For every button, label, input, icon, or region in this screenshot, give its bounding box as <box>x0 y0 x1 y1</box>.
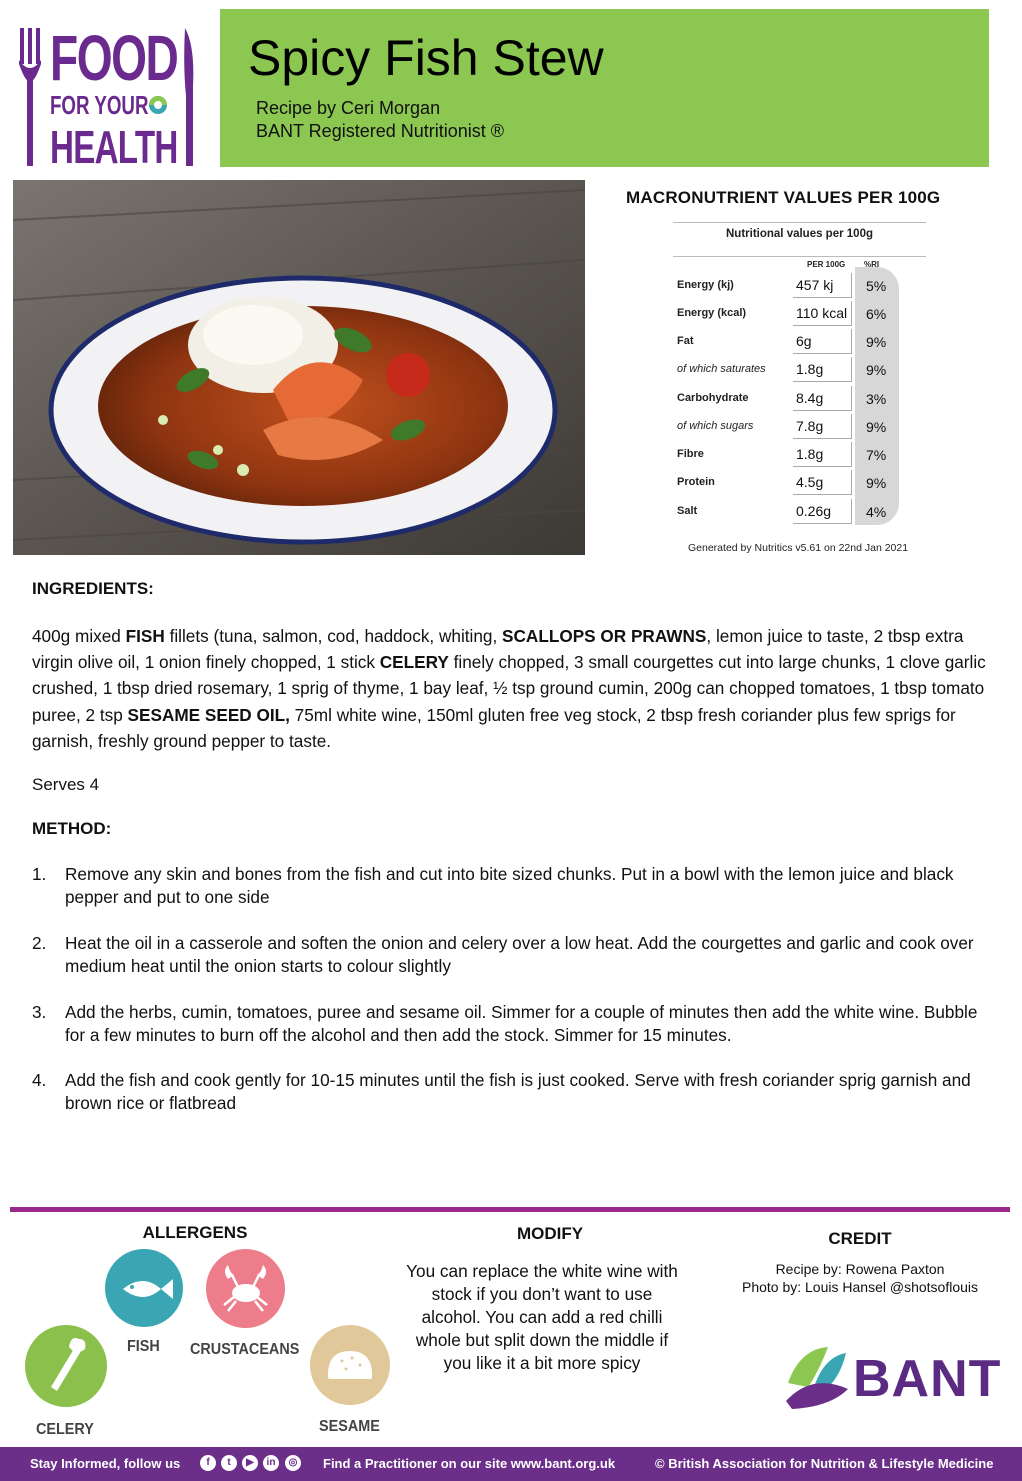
nutrient-value: 1.8g <box>796 446 824 462</box>
nutrient-ri: 4% <box>866 504 887 520</box>
modify-heading: MODIFY <box>516 1224 584 1243</box>
step-text: Heat the oil in a casserole and soften the onion and celery over a low heat. Add the courgettes and garlic and cook over medium heat until the onion starts to colour slightly <box>65 933 974 976</box>
follow-us-text: Stay Informed, follow us <box>30 1456 181 1471</box>
nutrient-value: 4.5g <box>796 474 824 490</box>
method-heading: METHOD: <box>32 819 112 838</box>
nutrient-label: Energy (kj) <box>677 279 734 291</box>
nutrient-ri: 3% <box>866 391 887 407</box>
nutrient-label: of which sugars <box>677 420 754 432</box>
nutrition-row <box>673 497 926 525</box>
celery-allergen-icon <box>25 1325 107 1407</box>
step-number: 2. <box>32 933 47 953</box>
nutrient-value: 8.4g <box>796 390 824 406</box>
ingredients-text <box>32 623 1000 754</box>
sesame-allergen-icon <box>310 1325 390 1405</box>
nutrition-row <box>673 384 926 412</box>
credit-photo: Photo by: Louis Hansel @shotsoflouis <box>741 1279 978 1295</box>
nutrient-value: 457 kj <box>796 277 834 293</box>
nutrient-label: Fat <box>677 335 694 347</box>
crab-allergen-icon <box>206 1249 285 1328</box>
nutrition-row <box>673 412 926 440</box>
table-rule <box>673 256 926 257</box>
bant-logo <box>778 1343 1002 1433</box>
nutritics-credit: Generated by Nutritics v5.61 on 22nd Jan 2021 <box>688 542 909 554</box>
step-text: Add the fish and cook gently for 10-15 minutes until the fish is just cooked. Serve with fresh coriander sprig garnish and brown rice or flatbread <box>65 1070 971 1113</box>
instagram-icon[interactable]: ◎ <box>285 1455 301 1471</box>
step-text: Remove any skin and bones from the fish and cut into bite sized chunks. Put in a bowl with the lemon juice and black pepper and put to one side <box>65 864 954 907</box>
copyright-text: © British Association for Nutrition & Lifestyle Medicine <box>655 1456 994 1471</box>
recipe-author: Recipe by Ceri Morgan <box>256 98 441 118</box>
credit-heading: CREDIT <box>828 1229 892 1248</box>
youtube-icon[interactable]: ▶ <box>242 1455 258 1471</box>
nutrient-ri: 6% <box>866 306 887 322</box>
nutrient-label: Carbohydrate <box>677 392 749 404</box>
recipe-title: Spicy Fish Stew <box>248 30 604 86</box>
celery-label: CELERY <box>36 1421 94 1438</box>
twitter-icon[interactable]: t <box>221 1455 237 1471</box>
logo-health: HEALTH <box>50 121 178 173</box>
crustaceans-label: CRUSTACEANS <box>190 1341 300 1358</box>
find-practitioner-link[interactable]: Find a Practitioner on our site www.bant.org.uk <box>323 1456 616 1471</box>
nutrient-label: Salt <box>677 505 698 517</box>
linkedin-icon[interactable]: in <box>263 1455 279 1471</box>
logo-food: FOOD <box>50 22 178 94</box>
nutrient-label: of which saturates <box>677 363 766 375</box>
footer-divider <box>10 1207 1010 1212</box>
footer-bar <box>0 1447 1022 1481</box>
ingredient-segment: 400g mixed <box>32 626 126 646</box>
macronutrient-heading: MACRONUTRIENT VALUES PER 100G <box>626 188 941 207</box>
nutrition-row <box>673 440 926 468</box>
nutrient-ri: 5% <box>866 278 887 294</box>
recipe-photo <box>13 180 585 555</box>
nutrition-row <box>673 271 926 299</box>
nutrient-ri: 9% <box>866 334 887 350</box>
step-number: 3. <box>32 1002 47 1022</box>
sesame-label: SESAME <box>319 1418 380 1435</box>
nutrition-row <box>673 299 926 327</box>
food-for-your-health-logo <box>18 22 198 173</box>
nutrient-label: Fibre <box>677 448 704 460</box>
fish-label: FISH <box>127 1338 160 1355</box>
nutrient-label: Energy (kcal) <box>677 307 747 319</box>
nutrient-ri: 9% <box>866 475 887 491</box>
nutrient-ri: 9% <box>866 419 887 435</box>
serves-count: Serves 4 <box>32 775 100 794</box>
knife-icon <box>182 26 196 172</box>
step-text: Add the herbs, cumin, tomatoes, puree and sesame oil. Simmer for a couple of minutes then add the white wine. Bubble for a few minutes to burn off the alcohol and then add the stock. Simmer for 15 minutes. <box>65 1002 978 1045</box>
allergen-ingredient: FISH <box>125 626 165 646</box>
ingredients-heading: INGREDIENTS: <box>32 579 154 598</box>
logo-for-your: FOR YOUR <box>50 90 149 120</box>
ingredient-segment: 75ml white wine, 150ml gluten free veg stock, 2 tbsp fresh coriander plus few sprigs for garnish, freshly ground pepper to taste. <box>32 704 956 751</box>
nutrition-row <box>673 355 926 383</box>
nutrient-value: 0.26g <box>796 503 832 519</box>
nutrient-label: Protein <box>677 476 715 488</box>
author-credential: BANT Registered Nutritionist ® <box>256 121 505 141</box>
nutrient-ri: 7% <box>866 447 887 463</box>
ingredient-segment: finely chopped, 3 small courgettes cut into large chunks, 1 clove garlic crushed, 1 tbsp dried rosemary, 1 sprig of thyme, 1 bay leaf, ½ tsp ground cumin, 200g can chopped tomatoes, 1 tbsp tomato puree, 2 tsp <box>32 652 986 725</box>
nutrient-value: 6g <box>796 333 812 349</box>
bant-wordmark: BANT <box>853 1350 1002 1408</box>
step-number: 4. <box>32 1070 47 1090</box>
col-ri: %RI <box>864 260 880 269</box>
nutrition-row <box>673 327 926 355</box>
table-rule <box>673 222 926 223</box>
credit-recipe: Recipe by: Rowena Paxton <box>775 1261 945 1277</box>
nutrient-value: 110 kcal <box>796 305 848 321</box>
allergens-heading: ALLERGENS <box>142 1223 248 1242</box>
nutrient-ri: 9% <box>866 362 887 378</box>
ingredient-segment: , lemon juice to taste, 2 tbsp extra virgin olive oil, 1 onion finely chopped, 1 stick <box>32 626 964 673</box>
nutrition-subheading: Nutritional values per 100g <box>726 228 873 240</box>
nutrient-value: 1.8g <box>796 361 824 377</box>
allergen-ingredient: CELERY <box>379 652 449 673</box>
leaf-swirl-icon <box>148 95 168 115</box>
nutrient-value: 7.8g <box>796 418 824 434</box>
col-per-100g: PER 100G <box>807 260 846 269</box>
fish-allergen-icon <box>105 1249 183 1327</box>
bant-emblem-icon <box>778 1343 853 1433</box>
allergen-ingredient: SESAME SEED OIL, <box>127 704 290 725</box>
modify-text: You can replace the white wine with stock if you don’t want to use alcohol. You can add a red chilli whole but split down the middle if you like it a bit more spicy <box>406 1261 678 1373</box>
ingredient-segment: fillets (tuna, salmon, cod, haddock, whiting, <box>164 626 503 646</box>
fork-icon <box>18 26 48 172</box>
facebook-icon[interactable]: f <box>200 1455 216 1471</box>
nutrition-row <box>673 468 926 496</box>
step-number: 1. <box>32 864 47 884</box>
allergen-ingredient: SCALLOPS OR PRAWNS <box>502 626 707 646</box>
nutrition-table <box>673 222 926 527</box>
title-banner <box>220 9 989 167</box>
